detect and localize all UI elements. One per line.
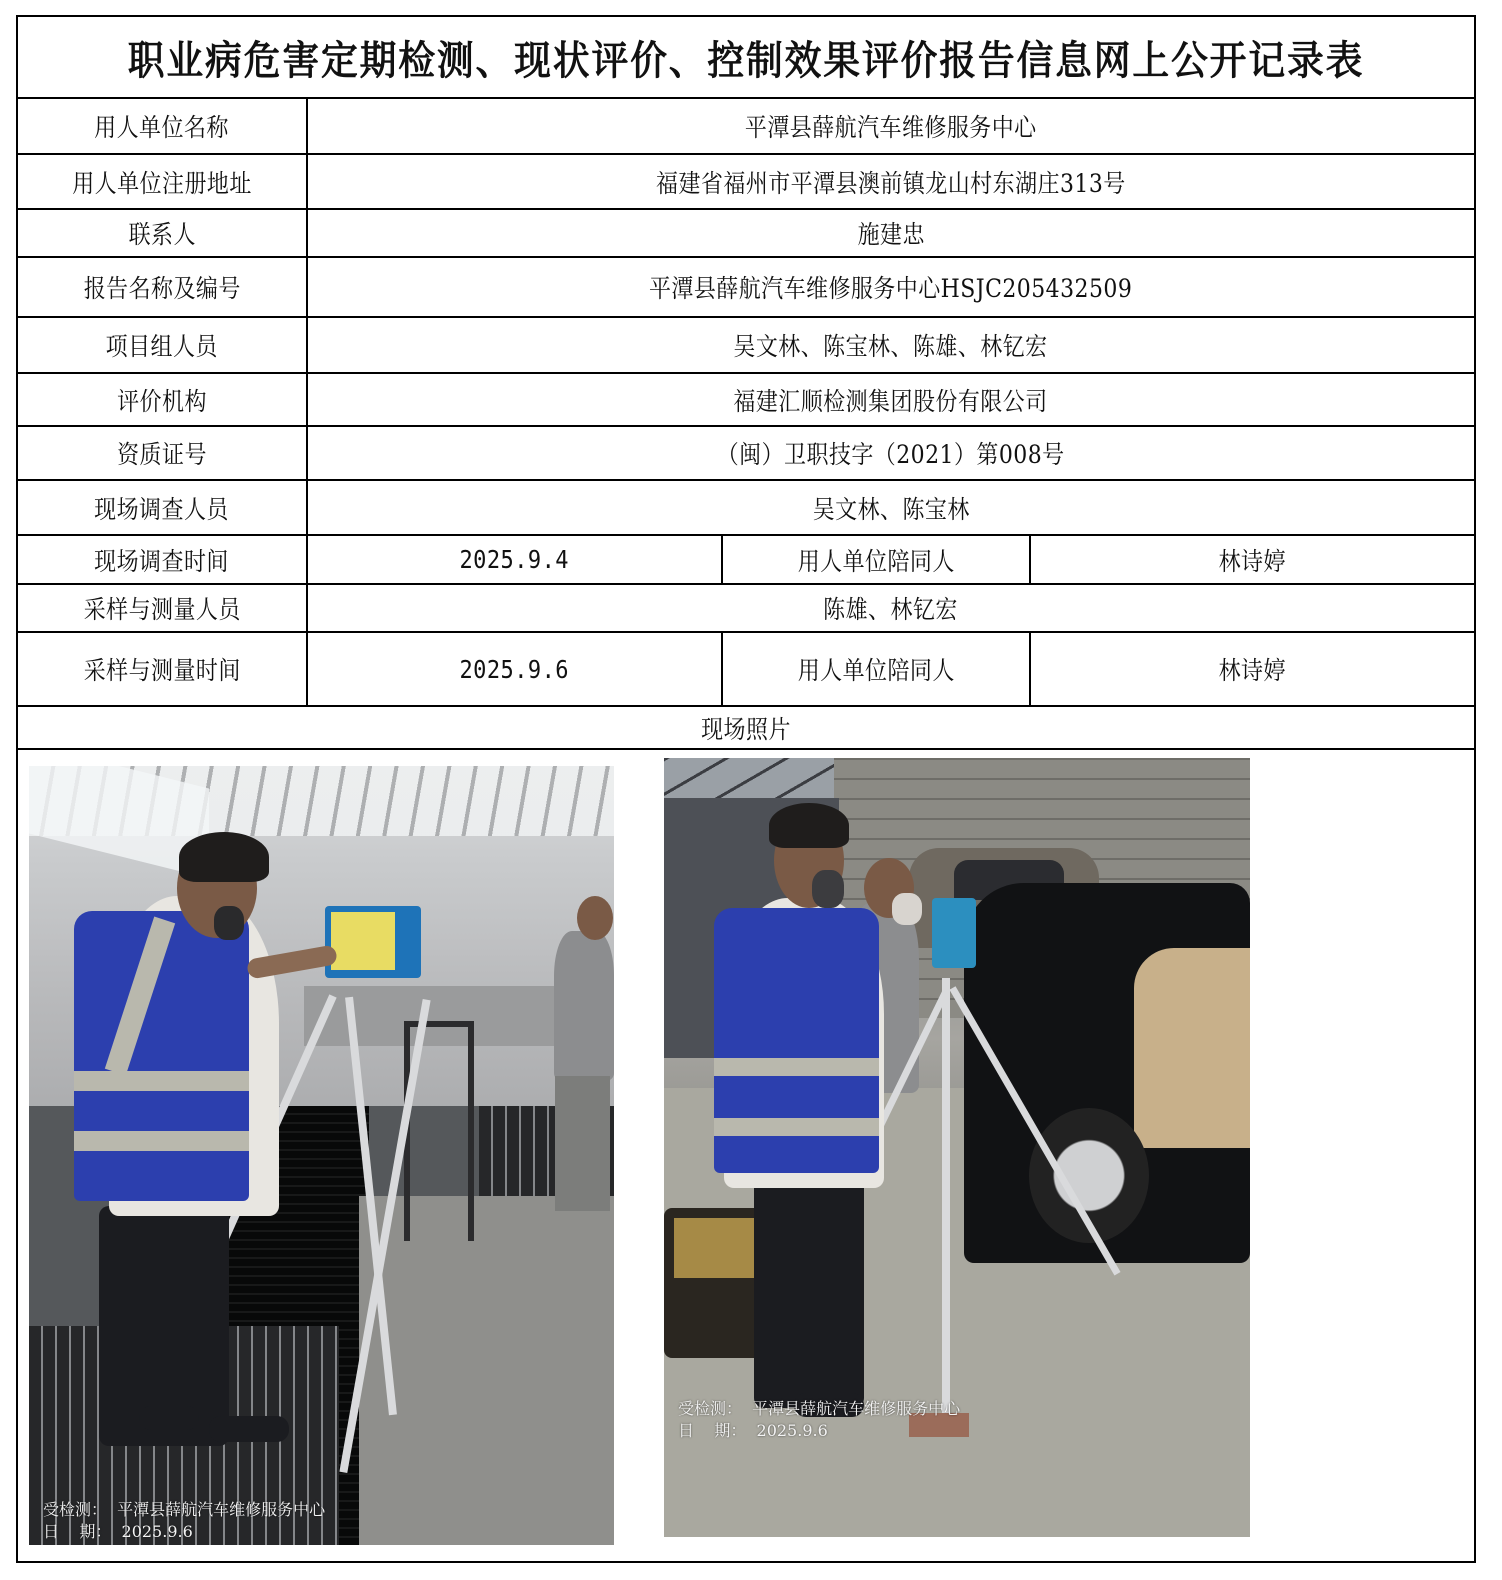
site-photo-spray-booth [29, 766, 614, 1545]
label-registered-address: 用人单位注册地址 [72, 168, 252, 198]
row-employer-name [18, 99, 1474, 155]
row-photos-header [18, 707, 1474, 750]
label-employer-name: 用人单位名称 [94, 113, 230, 142]
watermark-date: 日 期： 2025.9.6 [43, 1522, 193, 1541]
record-table [16, 15, 1476, 1563]
label-qualification-number: 资质证号 [117, 440, 207, 469]
label-contact-person: 联系人 [128, 220, 196, 249]
site-photo-garage [664, 758, 1250, 1537]
air-sampler-device [932, 898, 976, 968]
value-employer-name: 平潭县薛航汽车维修服务中心 [745, 113, 1037, 142]
document-title: 职业病危害定期检测、现状评价、控制效果评价报告信息网上公开记录表 [127, 36, 1365, 84]
label-site-photos: 现场照片 [701, 714, 791, 744]
label-evaluation-agency: 评价机构 [117, 386, 207, 416]
label-sampling-staff: 采样与测量人员 [83, 595, 241, 624]
label-survey-companion: 用人单位陪同人 [797, 546, 955, 576]
value-project-team: 吴文林、陈宝林、陈雄、林钇宏 [733, 332, 1049, 361]
row-registered-address [18, 155, 1474, 210]
row-survey-staff [18, 481, 1474, 536]
value-survey-date: 2025.9.4 [459, 545, 570, 574]
watermark-subject: 受检测： 平潭县薛航汽车维修服务中心 [678, 1399, 961, 1418]
photo-1-watermark [43, 1499, 325, 1543]
row-sampling-staff [18, 585, 1474, 633]
value-evaluation-agency: 福建汇顺检测集团股份有限公司 [733, 386, 1049, 416]
value-registered-address: 福建省福州市平潭县澳前镇龙山村东湖庄313号 [656, 168, 1126, 198]
value-sampling-companion: 林诗婷 [1218, 656, 1287, 685]
label-sampling-time: 采样与测量时间 [83, 656, 241, 685]
value-sampling-date: 2025.9.6 [459, 654, 570, 684]
watermark-subject: 受检测： 平潭县薛航汽车维修服务中心 [43, 1500, 326, 1519]
row-survey-time [18, 536, 1474, 585]
value-sampling-staff: 陈雄、林钇宏 [823, 595, 959, 624]
value-report-name: 平潭县薛航汽车维修服务中心HSJC205432509 [649, 274, 1133, 303]
label-survey-time: 现场调查时间 [94, 546, 230, 576]
row-report-name [18, 258, 1474, 318]
row-contact-person [18, 210, 1474, 258]
row-sampling-time [18, 633, 1474, 707]
value-survey-staff: 吴文林、陈宝林 [812, 494, 970, 524]
label-project-team: 项目组人员 [105, 332, 219, 361]
row-project-team [18, 318, 1474, 374]
value-qualification-number: （闽）卫职技字（2021）第008号 [717, 440, 1065, 469]
watermark-date: 日 期： 2025.9.6 [678, 1421, 828, 1440]
label-report-name: 报告名称及编号 [83, 274, 241, 303]
row-qualification-number [18, 427, 1474, 481]
label-survey-staff: 现场调查人员 [94, 494, 230, 524]
title-row [18, 17, 1474, 99]
value-survey-companion: 林诗婷 [1218, 546, 1287, 576]
photo-2-watermark [678, 1398, 960, 1442]
value-contact-person: 施建忠 [857, 220, 925, 249]
label-sampling-companion: 用人单位陪同人 [797, 656, 955, 685]
row-evaluation-agency [18, 374, 1474, 427]
